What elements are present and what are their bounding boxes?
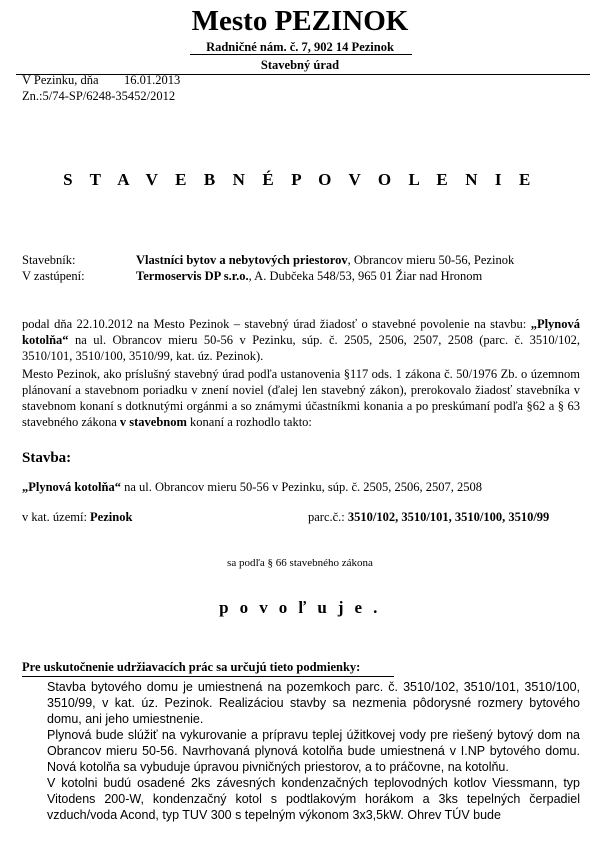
representative-value xyxy=(136,269,482,284)
application-project-location: na ul. Obrancov mieru 50-56 v Pezinku, súp. č. 2505, 2506, 2507, 2508 (parc. č. 3510/102, 3510/101, 3510/100, 3510/99, kat. úz. Pezinok). xyxy=(22,333,580,363)
cadastre-line xyxy=(22,510,132,525)
parcel-values: 3510/102, 3510/101, 3510/100, 3510/99 xyxy=(347,510,550,524)
stavba-label: Stavba: xyxy=(22,450,72,466)
application-paragraph xyxy=(22,316,580,364)
conditions-title: Pre uskutočnenie udržiavacích prác sa určujú tieto podmienky: xyxy=(22,660,361,674)
condition-item: V kotolni budú osadené 2ks závesných kondenzačných teplovodných kotlov Viessmann, typ Vitodens 200-W, kondenzačný kotol s podtlakovým horákom a 3ks tepelných čerpadiel vzduch/voda Acond, typ TUV 300 s tepelným výkonom 3x3,5kW. Ohrev TÚV bude xyxy=(47,776,580,822)
cadastre-value: Pezinok xyxy=(90,510,133,524)
condition-item: Plynová bude slúžiť na vykurovanie a prípravu teplej úžitkovej vody pre riešený bytový dom na Obrancov mieru 50-56. Navrhovaná plynová kotolňa bude umiestnená v I.NP bytového domu. Nová kotolňa sa vybuduje úpravou pivničných priestorov, a to práčovne, na kotolňu. xyxy=(47,728,580,774)
address-underline xyxy=(190,54,412,55)
procedure-bold-text: v stavebnom xyxy=(119,415,187,429)
procedure-text-end: konaní a rozhodlo takto: xyxy=(186,415,312,429)
builder-value xyxy=(136,253,514,268)
stavba-description xyxy=(22,480,482,495)
application-project-name: „Plynová kotolňa“ xyxy=(22,317,580,347)
office-name: Stavebný úrad xyxy=(260,58,340,72)
place-date-label: V Pezinku, dňa xyxy=(22,73,99,87)
builder-address: , Obrancov mieru 50-56, Pezinok xyxy=(347,253,515,267)
condition-item: Stavba bytového domu je umiestnená na pozemkoch parc. č. 3510/102, 3510/101, 3510/100, 3510/99, v kat. úz. Pezinok. Realizáciou stavby sa nezmenia pôdorysné rozmery bytového domu, ani jeho umiestnenie. xyxy=(47,680,580,726)
decision-text: p o v o ľ u j e . xyxy=(219,598,381,617)
parcel-line xyxy=(308,510,549,525)
city-address: Radničné nám. č. 7, 902 14 Pezinok xyxy=(206,40,394,54)
header-divider xyxy=(16,74,590,75)
stavba-location: na ul. Obrancov mieru 50-56 v Pezinku, súp. č. 2505, 2506, 2507, 2508 xyxy=(120,480,483,494)
parcel-label: parc.č.: xyxy=(308,510,348,524)
stavba-name: „Plynová kotolňa“ xyxy=(22,480,121,494)
reference-number: Zn.:5/74-SP/6248-35452/2012 xyxy=(22,89,176,103)
procedure-text: Mesto Pezinok, ako príslušný stavebný úrad podľa ustanovenia §117 ods. 1 zákona č. 50/1976 Zb. o územnom plánovaní a stavebnom poriadku v znení noviel (ďalej len stavebný zákon), prerokovalo žiadosť stavebníka v stavebnom konaní s dotknutými orgánmi a so známymi účastníkmi konania a po preskúmaní podľa §62 a § 63 stavebného zákona xyxy=(22,367,580,429)
representative-address: , A. Dubčeka 548/53, 965 01 Žiar nad Hronom xyxy=(248,269,483,283)
representative-name: Termoservis DP s.r.o. xyxy=(136,269,249,283)
application-text: podal dňa 22.10.2012 na Mesto Pezinok – stavebný úrad žiadosť o stavebné povolenie na stavbu: xyxy=(22,317,531,331)
builder-name: Vlastníci bytov a nebytových priestorov xyxy=(136,253,348,267)
representative-label: V zastúpení: xyxy=(22,269,85,283)
document-heading: S T A V E B N É P O V O L E N I E xyxy=(63,170,537,189)
builder-label: Stavebník: xyxy=(22,253,76,267)
conditions-title-underline xyxy=(22,676,394,677)
document-date: 16.01.2013 xyxy=(124,73,181,87)
city-title: Mesto PEZINOK xyxy=(191,5,409,37)
cadastre-label: v kat. území: xyxy=(22,510,91,524)
legal-basis: sa podľa § 66 stavebného zákona xyxy=(227,557,373,569)
procedure-paragraph xyxy=(22,366,580,430)
